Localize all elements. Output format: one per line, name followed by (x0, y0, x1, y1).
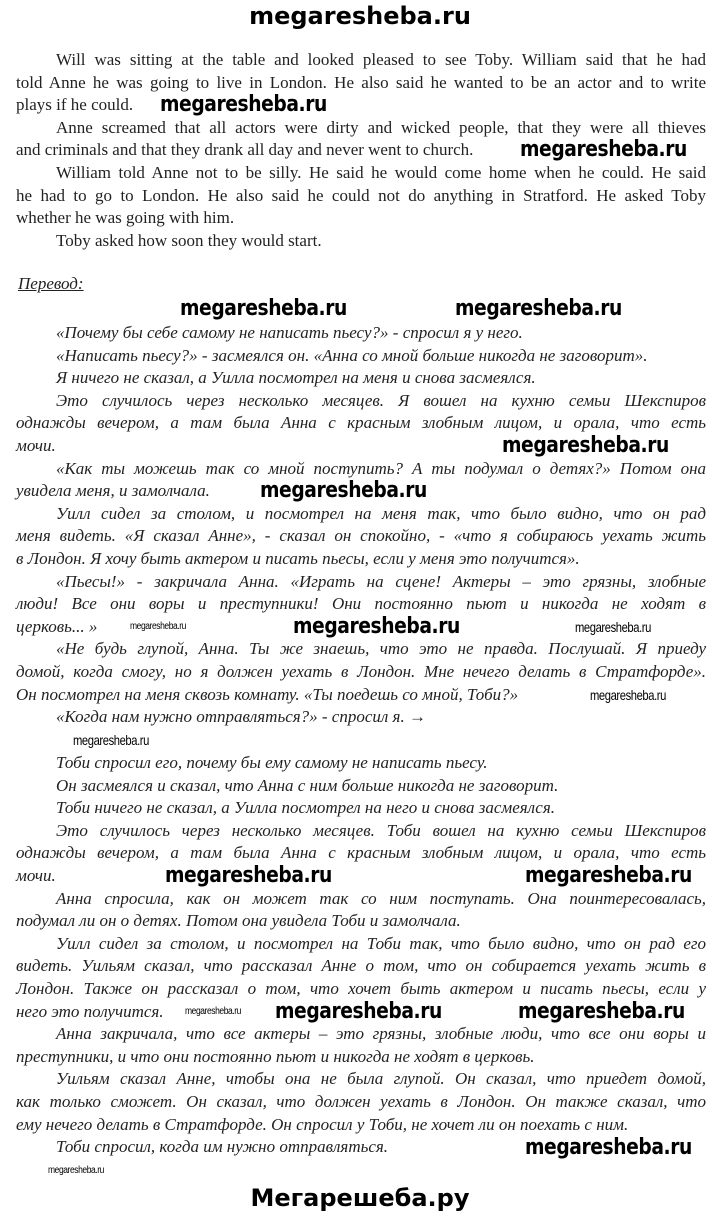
text-line: Will was sitting at the table and looked pleased to see Toby. William said that he had (56, 50, 706, 69)
watermark: megaresheba.ru (180, 296, 347, 321)
watermark: megaresheba.ru (590, 687, 666, 703)
watermark: megaresheba.ru (525, 1135, 692, 1160)
text-line: whether he was going with him. (16, 208, 235, 228)
text-line: подумал ли он о детях. Потом она увидела Тоби и замолчала. (16, 911, 461, 931)
text-line: he had to go to London. He also said he could not do anything in Stratford. He asked Toby (16, 185, 706, 205)
text-line: Лондон. Также он рассказал о том, что хочет быть актером и писать пьесы, если у (16, 978, 706, 998)
text-line: Тоби ничего не сказал, а Уилла посмотрел на него и снова засмеялся. (56, 798, 555, 818)
watermark: megaresheba.ru (48, 1165, 104, 1176)
watermark: megaresheba.ru (502, 433, 669, 458)
translation-heading: Перевод: (18, 274, 84, 293)
text-line: Я ничего не сказал, а Уилла посмотрел на меня и снова засмеялся. (56, 368, 536, 388)
text-line: William told Anne not to be silly. He said he would come home when he could. He said (56, 162, 706, 182)
text-line: Он засмеялся и сказал, что Анна с ним больше никогда не заговорит. (56, 775, 559, 795)
text-line: мочи. (16, 865, 56, 885)
watermark: megaresheba.ru (455, 296, 622, 321)
text-line: однажды вечером, а там была Анна с красным злобным лицом, и орала, что есть (16, 413, 706, 433)
text-line: Тоби спросил, когда им нужно отправляться. (56, 1137, 389, 1157)
text-line: Anne screamed that all actors were dirty and wicked people, that they were all thieves (56, 117, 706, 137)
text-line: Это случилось через несколько месяцев. Тоби вошел на кухню семьи Шекспиров (56, 820, 706, 840)
text-line: Анна закричала, что все актеры – это грязны, злобные люди, что все они воры и (56, 1024, 706, 1044)
watermark: megaresheba.ru (185, 1006, 241, 1017)
text-line: told Anne he was going to live in London. He also said he wanted to be an actor and to write (16, 72, 706, 92)
watermark: megaresheba.ru (260, 478, 427, 503)
russian-dialogue-text (16, 322, 706, 729)
text-line: Он посмотрел на меня сквозь комнату. «Ты поедешь со мной, Тоби?» (16, 684, 519, 704)
text-line: увидела меня, и замолчала. (16, 481, 210, 501)
text-line: ему нечего делать в Стратфорде. Он спросил у Тоби, не хочет ли он поехать с ним. (16, 1114, 629, 1134)
text-line: «Почему бы себе самому не написать пьесу?» - спросил я у него. (56, 323, 523, 342)
watermark: megaresheba.ru (130, 621, 186, 632)
text-line: церковь... » (16, 616, 98, 636)
text-line: него это получится. (16, 1001, 164, 1021)
russian-reported-text (16, 752, 706, 1159)
watermark: megaresheba.ru (73, 732, 149, 748)
text-line: Уилл сидел за столом, и посмотрел на Тоби так, что было видно, что он рад его (56, 933, 706, 953)
text-line: Toby asked how soon they would start. (56, 230, 322, 250)
text-line: люди! Все они воры и преступники! Они постоянно пьют и никогда не ходят в (16, 594, 706, 614)
text-line: как только сможет. Он сказал, что должен уехать в Лондон. Он также сказал, что (16, 1091, 706, 1111)
footer-watermark: Мегарешеба.ру (250, 1184, 470, 1212)
watermark: megaresheba.ru (165, 863, 332, 888)
text-line: Уилл сидел за столом, и посмотрел на меня так, что было видно, что он рад (56, 503, 706, 523)
header-watermark: megaresheba.ru (249, 2, 471, 30)
text-line: «Как ты можешь так со мной поступить? А ты подумал о детях?» Потом она (56, 458, 706, 478)
watermark: megaresheba.ru (575, 619, 651, 635)
watermark: megaresheba.ru (293, 614, 460, 639)
watermark: megaresheba.ru (525, 863, 692, 888)
watermark: megaresheba.ru (160, 92, 327, 117)
text-line: Это случилось через несколько месяцев. Я вошел на кухню семьи Шекспиров (56, 390, 706, 410)
text-line: Уильям сказал Анне, чтобы она не была глупой. Он сказал, что приедет домой, (56, 1069, 706, 1089)
text-line: plays if he could. (16, 95, 134, 115)
watermark: megaresheba.ru (520, 137, 687, 162)
watermark: megaresheba.ru (275, 999, 442, 1024)
text-line: преступники, и что они постоянно пьют и никогда не ходят в церковь. (16, 1046, 535, 1066)
text-line: «Когда нам нужно отправляться?» - спросил я. → (56, 707, 426, 727)
watermark: megaresheba.ru (518, 999, 685, 1024)
text-line: «Написать пьесу?» - засмеялся он. «Анна со мной больше никогда не заговорит». (56, 345, 648, 365)
text-line: Тоби спросил его, почему бы ему самому не написать пьесу. (56, 753, 488, 772)
text-line: Анна спросила, как он может так со ним поступать. Она поинтересовалась, (56, 888, 706, 908)
text-line: в Лондон. Я хочу быть актером и писать пьесы, если у меня это получится». (16, 548, 580, 568)
text-line: меня видеть. «Я сказал Анне», - сказал он спокойно, - «что я собираюсь уехать жить (16, 526, 706, 546)
text-line: однажды вечером, а там была Анна с красным злобным лицом, и орала, что есть (16, 843, 706, 863)
text-line: «Пьесы!» - закричала Анна. «Играть на сцене! Актеры – это грязны, злобные (56, 571, 706, 591)
text-line: мочи. (16, 435, 56, 455)
text-line: видеть. Уильям сказал, что рассказал Анне о том, что он собирается уехать жить в (16, 956, 706, 976)
text-line: «Не будь глупой, Анна. Ты же знаешь, что это не правда. Послушай. Я приеду (56, 639, 706, 659)
text-line: домой, когда смогу, но я должен уехать в Лондон. Мне нечего делать в Стратфорде». (16, 661, 706, 681)
text-line: and criminals and that they drank all day and never went to church. (16, 140, 474, 160)
